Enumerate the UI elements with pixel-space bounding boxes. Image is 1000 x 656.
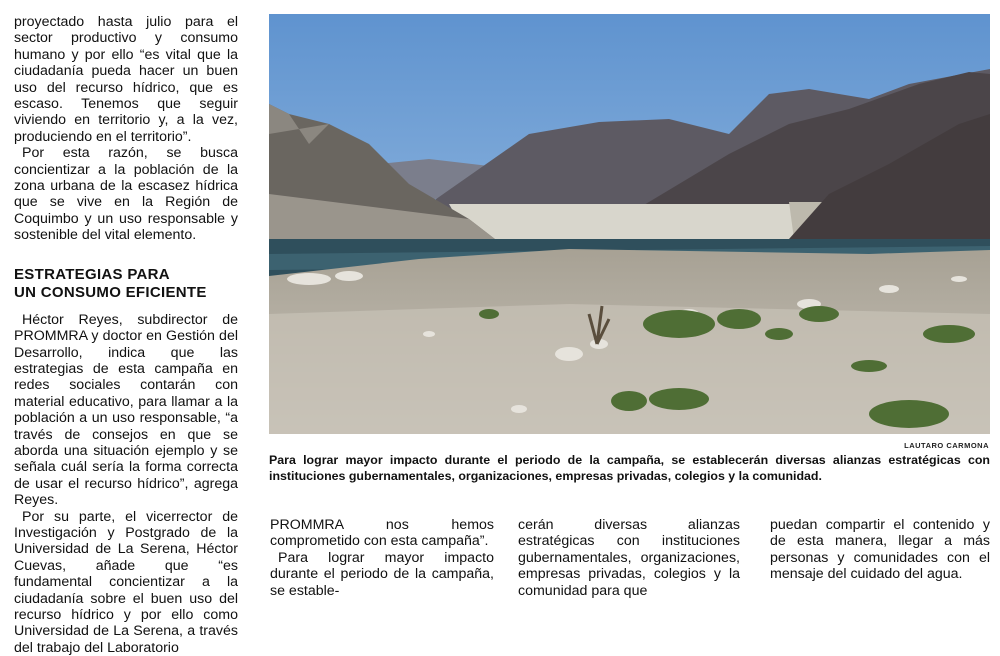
paragraph: Héctor Reyes, subdirector de PROMMRA y doctor en Gestión del Desarrollo, indica que las estrategias de esta campaña en redes sociales contarán con material educativo, para llamar a la población a un uso responsable, “a través de consejos en que se aborda una situación ejemplo y se señala cuál sería la forma correcta de usar el recurso hídrico”, agrega Reyes. [14, 311, 238, 509]
photo-credit: LAUTARO CARMONA [904, 441, 989, 450]
paragraph: Por esta razón, se busca concientizar a la población de la zona urbana de la escasez hídrica que se vive en la Región de Coquimbo y un uso responsable y sostenible del vital elemento. [14, 145, 238, 244]
paragraph: Por su parte, el vicerrector de Investigación y Postgrado de la Universidad de La Serena, Héctor Cuevas, añade que “es fundamental concientizar a la ciudadanía sobre el buen uso del recurso hídrico y por ello como Universidad de La Serena, a través del trabajo del Laboratorio [14, 508, 238, 656]
article-column-3 [518, 517, 740, 599]
paragraph: puedan compartir el contenido y de esta manera, llegar a más personas y comunidades con el mensaje del cuidado del agua. [770, 517, 990, 583]
photo-illustration [269, 14, 990, 434]
paragraph: cerán diversas alianzas estratégicas con instituciones gubernamentales, organizaciones, empresas privadas, colegios y la comunidad para que [518, 517, 740, 599]
paragraph: PROMMRA nos hemos comprometido con esta campaña”. [270, 517, 494, 550]
section-heading-line: UN CONSUMO EFICIENTE [14, 283, 207, 301]
article-column-4 [770, 517, 990, 583]
section-heading-line: ESTRATEGIAS PARA [14, 265, 170, 283]
section-heading [14, 266, 238, 302]
photo-caption: Para lograr mayor impacto durante el periodo de la campaña, se establecerán diversas alianzas estratégicas con instituciones gubernamentales, organizaciones, empresas privadas, colegios y la comunidad. [269, 453, 990, 483]
article-column-2 [270, 517, 494, 599]
reservoir-photo [269, 14, 990, 434]
paragraph: proyectado hasta julio para el sector productivo y consumo humano y por ello “es vital que la ciudadanía pueda hacer un buen uso del recurso hídrico, que es escaso. Tenemos que seguir viviendo en territorio y, a la vez, produciendo en el territorio”. [14, 14, 238, 145]
paragraph: Para lograr mayor impacto durante el periodo de la campaña, se estable- [270, 549, 494, 599]
left-article-column [14, 14, 238, 656]
